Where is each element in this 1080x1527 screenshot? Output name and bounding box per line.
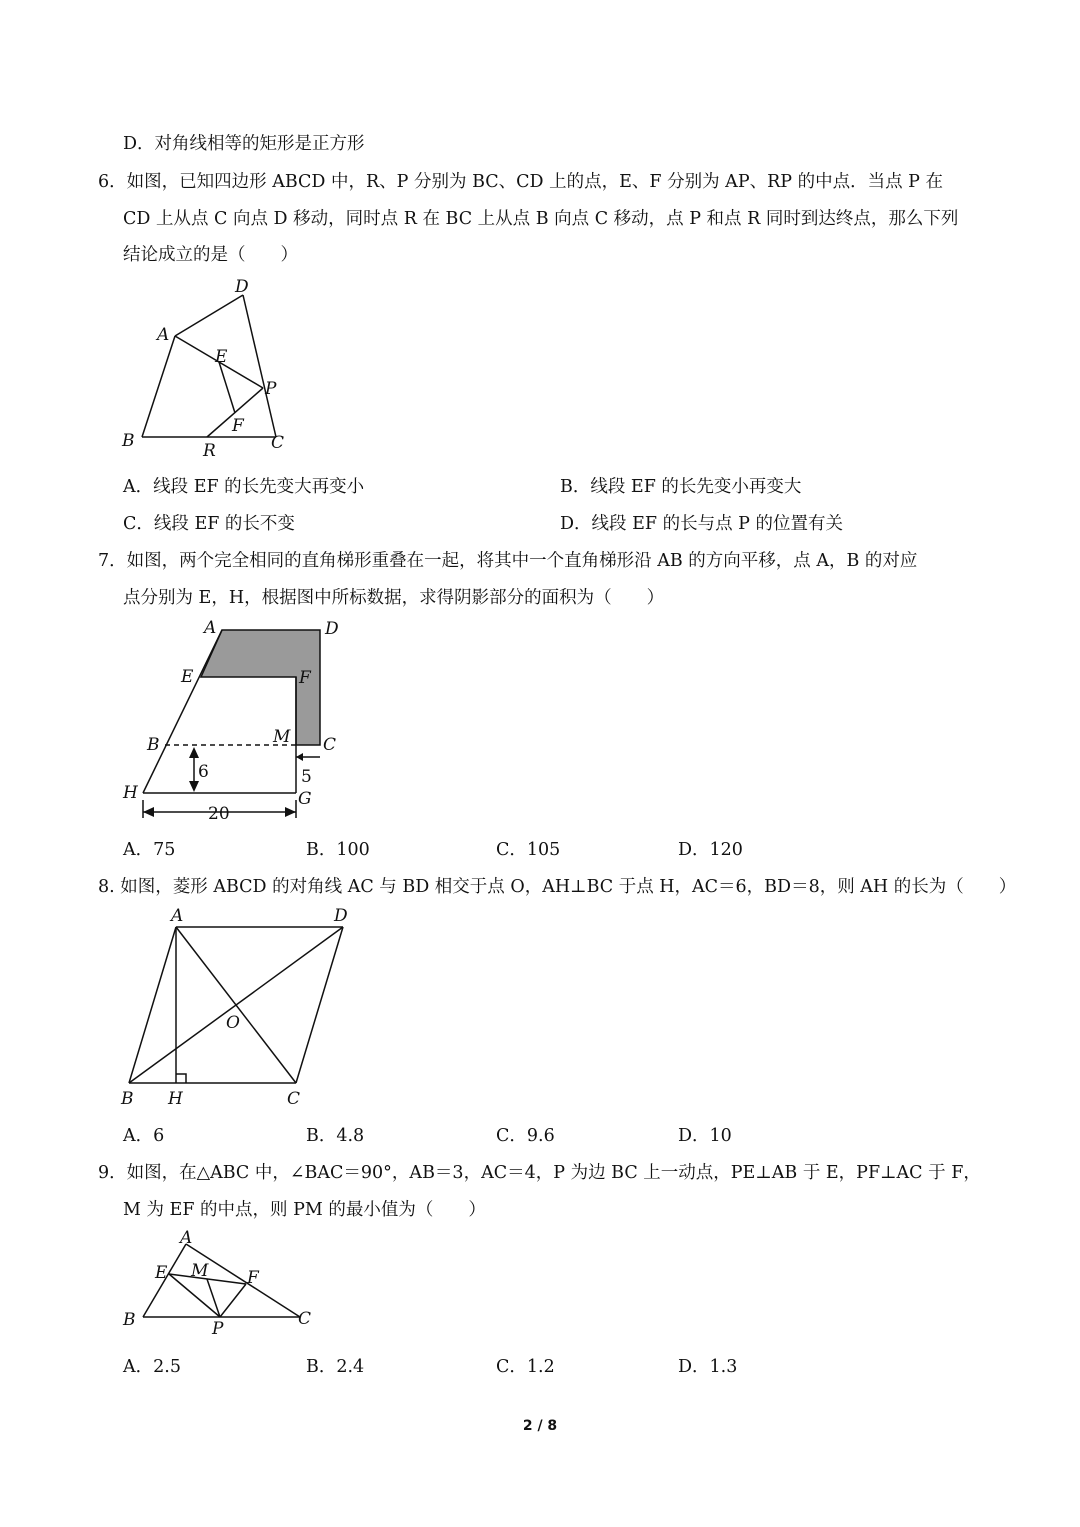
q6-label-p: P: [265, 379, 277, 399]
q7-option-b: B．100: [306, 840, 370, 860]
q8-label-a: A: [171, 906, 184, 926]
q9-stem-line1: 9．如图，在△ABC 中，∠BAC＝90°，AB＝3，AC＝4，P 为边 BC 上一动点，PE⊥AB 于 E，PF⊥AC 于 F，: [98, 1163, 981, 1183]
q7-figure: [115, 612, 355, 827]
page-number: 2 / 8: [522, 1418, 558, 1434]
q7-label-m: M: [273, 727, 291, 747]
q7-label-5: 5: [301, 767, 312, 787]
q7-label-f: F: [299, 668, 311, 688]
q9-label-p: P: [212, 1319, 224, 1339]
q6-stem-line2: CD 上从点 C 向点 D 移动，同时点 R 在 BC 上从点 B 向点 C 移动，点 P 和点 R 同时到达终点，那么下列: [123, 209, 959, 229]
q6-stem-line1: 6．如图，已知四边形 ABCD 中，R、P 分别为 BC、CD 上的点，E、F 分别为 AP、RP 的中点．当点 P 在: [98, 172, 944, 192]
q6-option-b: B．线段 EF 的长先变小再变大: [560, 477, 802, 497]
q9-label-c: C: [298, 1309, 312, 1329]
q9-option-d: D．1.3: [678, 1357, 738, 1377]
q7-label-g: G: [298, 789, 312, 809]
q9-stem-line2: M 为 EF 的中点，则 PM 的最小值为（ ）: [123, 1200, 486, 1220]
q8-option-d: D．10: [678, 1126, 732, 1146]
q7-label-e: E: [181, 667, 194, 687]
q6-label-r: R: [203, 441, 216, 461]
q6-label-a: A: [157, 325, 170, 345]
q6-label-c: C: [271, 433, 285, 453]
q6-label-b: B: [122, 431, 135, 451]
q6-label-e: E: [215, 347, 228, 367]
q6-label-d: D: [235, 277, 249, 297]
q8-figure: [115, 900, 360, 1115]
q9-label-m: M: [191, 1261, 209, 1281]
q8-label-b: B: [121, 1089, 134, 1109]
q7-option-d: D．120: [678, 840, 743, 860]
q8-option-c: C．9.6: [496, 1126, 555, 1146]
q6-option-c: C．线段 EF 的长不变: [123, 514, 295, 534]
q9-label-e: E: [155, 1263, 168, 1283]
q9-label-a: A: [180, 1228, 193, 1248]
q7-label-c: C: [323, 735, 337, 755]
q9-option-c: C．1.2: [496, 1357, 555, 1377]
q7-label-b: B: [147, 735, 160, 755]
q6-label-f: F: [232, 416, 244, 436]
q8-stem-line1: 8. 如图，菱形 ABCD 的对角线 AC 与 BD 相交于点 O，AH⊥BC 于点 H，AC＝6，BD＝8，则 AH 的长为（ ）: [98, 877, 1017, 897]
q6-option-a: A．线段 EF 的长先变大再变小: [123, 477, 365, 497]
q8-label-d: D: [334, 906, 348, 926]
q5-option-d: D．对角线相等的矩形是正方形: [123, 134, 365, 154]
q8-label-h: H: [168, 1089, 183, 1109]
q7-stem-line2: 点分别为 E，H，根据图中所标数据，求得阴影部分的面积为（ ）: [123, 588, 665, 608]
q7-label-h: H: [123, 783, 138, 803]
q9-option-a: A．2.5: [123, 1357, 181, 1377]
q6-option-d: D．线段 EF 的长与点 P 的位置有关: [560, 514, 843, 534]
q8-option-b: B．4.8: [306, 1126, 365, 1146]
q9-option-b: B．2.4: [306, 1357, 365, 1377]
q6-figure: [110, 272, 310, 467]
q7-option-a: A．75: [123, 840, 176, 860]
q8-label-c: C: [287, 1089, 301, 1109]
q7-label-20: 20: [208, 804, 230, 824]
q7-label-d: D: [325, 619, 339, 639]
q7-stem-line1: 7．如图，两个完全相同的直角梯形重叠在一起，将其中一个直角梯形沿 AB 的方向平移，点 A，B 的对应: [98, 551, 918, 571]
q7-option-c: C．105: [496, 840, 561, 860]
q9-label-f: F: [247, 1268, 259, 1288]
q7-label-a: A: [204, 618, 217, 638]
q7-label-6: 6: [198, 762, 209, 782]
q8-option-a: A．6: [123, 1126, 165, 1146]
q6-stem-line3: 结论成立的是（ ）: [123, 245, 298, 265]
q9-label-b: B: [123, 1310, 136, 1330]
q8-label-o: O: [226, 1013, 240, 1033]
q9-figure: [115, 1225, 325, 1340]
